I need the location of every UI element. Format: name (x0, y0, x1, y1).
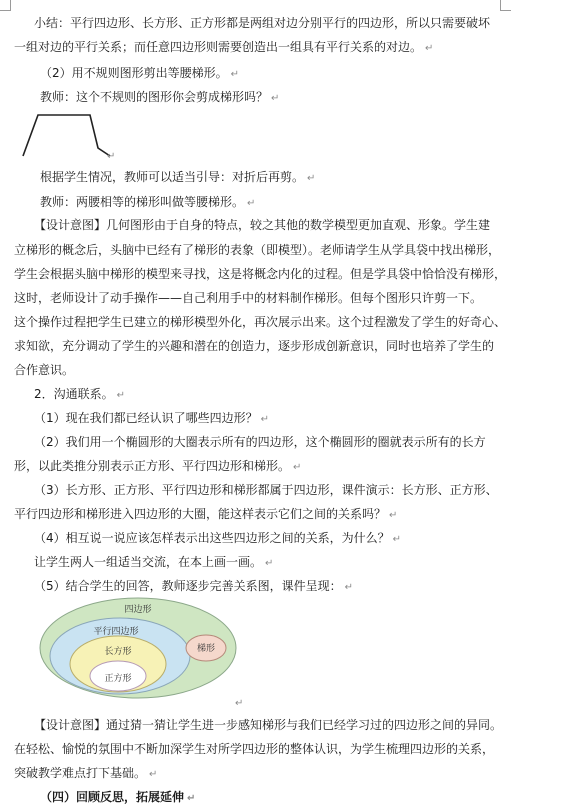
text-line: （2）我们用一个椭圆形的大圈表示所有的四边形，这个椭圆形的圈就表示所有的长方 (34, 435, 486, 449)
text-line: （2）用不规则图形剪出等腰梯形。 ↵ (40, 66, 240, 80)
text-line: 2．沟通联系。 ↵ (34, 387, 126, 401)
text-line: （5）结合学生的回答，教师逐步完善关系图，课件呈现： ↵ (34, 579, 354, 593)
text-line: 这个操作过程把学生已建立的梯形模型外化，再次展示出来。这个过程激发了学生的好奇心、 (14, 315, 507, 329)
label-trapezoid: 梯形 (196, 644, 216, 654)
text-line: 【设计意图】几何图形由于自身的特点，较之其他的数学模型更加直观、形象。学生建 (34, 218, 491, 232)
quadrilateral-relationship-diagram (38, 596, 243, 701)
text-line: 在轻松、愉悦的氛围中不断加深学生对所学四边形的整体认识，为学生梳理四边形的关系， (14, 742, 495, 756)
irregular-shape-figure (18, 110, 118, 162)
text-line: 教师：两腰相等的梯形叫做等腰梯形。 ↵ (40, 195, 256, 209)
text-line: 一组对边的平行关系；而任意四边形则需要创造出一组具有平行关系的对边。 ↵ (14, 40, 434, 54)
text-line: 平行四边形和梯形进入四边形的大圈，能这样表示它们之间的关系吗？ ↵ (14, 507, 398, 521)
text-line: （1）现在我们都已经认识了哪些四边形？ ↵ (34, 411, 270, 425)
text-line: 突破教学难点打下基础。 ↵ (14, 766, 158, 780)
text-line: 【设计意图】通过猜一猜让学生进一步感知梯形与我们已经学习过的四边形之间的异同。 (34, 718, 503, 732)
crop-mark-right (500, 0, 511, 11)
label-quadrilateral: 四边形 (124, 605, 152, 615)
paragraph-mark: ↵ (235, 698, 244, 709)
paragraph-mark: ↵ (107, 151, 116, 162)
label-rectangle: 长方形 (104, 647, 132, 657)
text-line: 立梯形的概念后，头脑中已经有了梯形的表象（即模型）。老师请学生从学具袋中找出梯形， (14, 243, 501, 257)
text-line: 让学生两人一组适当交流，在本上画一画。 ↵ (34, 555, 274, 569)
label-square: 正方形 (104, 674, 132, 684)
irregular-shape-outline (23, 115, 110, 156)
crop-mark-left (0, 0, 11, 11)
text-line: （4）相互说一说应该怎样表示出这些四边形之间的关系，为什么？ ↵ (34, 531, 402, 545)
text-line: 求知欲，充分调动了学生的兴趣和潜在的创造力，逐步形成创新意识，同时也培养了学生的 (14, 339, 495, 353)
label-parallelogram: 平行四边形 (93, 627, 139, 637)
text-line: 学生会根据头脑中梯形的模型来寻找，这是将概念内化的过程。但是学具袋中恰恰没有梯形， (14, 267, 507, 281)
text-line: 教师：这个不规则的图形你会剪成梯形吗？ ↵ (40, 90, 280, 104)
text-line: （3）长方形、正方形、平行四边形和梯形都属于四边形，课件演示：长方形、正方形、 (34, 483, 498, 497)
text-line: 合作意识。 (14, 363, 75, 377)
text-line: 形，以此类推分别表示正方形、平行四边形和梯形。 ↵ (14, 459, 302, 473)
section-heading: （四）回顾反思，拓展延伸 ↵ (40, 790, 196, 804)
text-line: 根据学生情况，教师可以适当引导：对折后再剪。 ↵ (40, 170, 316, 184)
text-line: 这时，老师设计了动手操作——自己利用手中的材料制作梯形。但每个图形只许剪一下。 (14, 291, 483, 305)
text-line: 小结：平行四边形、长方形、正方形都是两组对边分别平行的四边形，所以只需要破坏 (34, 16, 491, 30)
